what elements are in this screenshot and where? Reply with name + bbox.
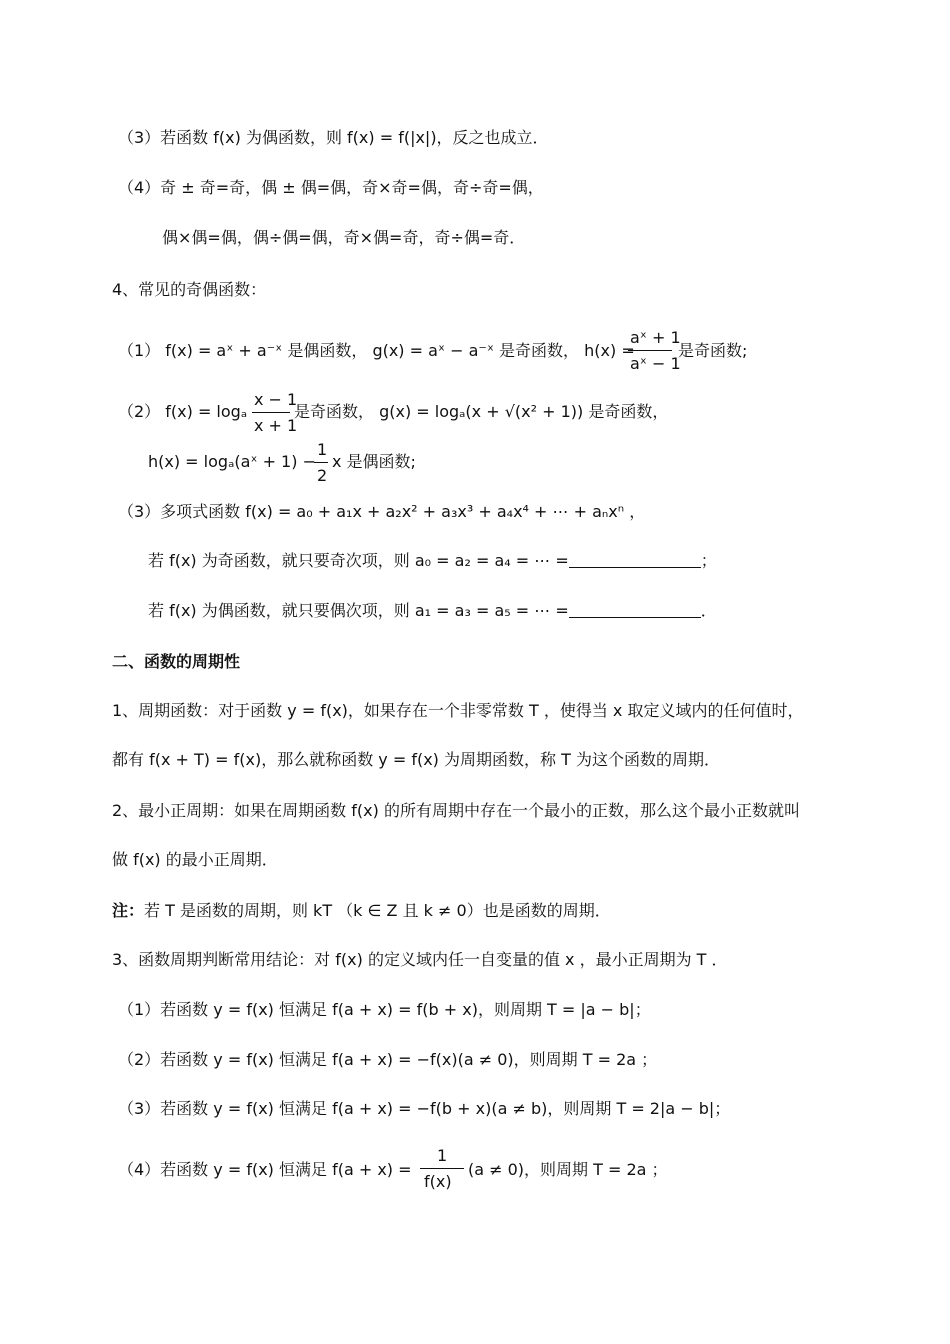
note-line <box>112 899 611 923</box>
answer-blank <box>569 599 701 618</box>
periodic-function-definition-cont: 都有 f(x + T) = f(x)，那么就称函数 y = f(x) 为周期函数，称 T 为这个函数的周期． <box>112 750 720 769</box>
period-conclusions-intro: 3、函数周期判断常用结论：对 f(x) 的定义域内任一自变量的值 x ，最小正周期为 T ． <box>112 950 728 969</box>
item-4-parity-rules-cont: 偶×偶=偶，偶÷偶=偶，奇×偶=奇，奇÷偶=奇． <box>162 228 526 247</box>
polynomial-even-text: 若 f(x) 为偶函数，就只要偶次项，则 a₁ = a₃ = a₅ = ⋯ = <box>148 601 569 620</box>
common-func-1-lead: （1） f(x) = aˣ + a⁻ˣ 是偶函数， g(x) = aˣ − a⁻ˣ 是奇函数， h(x) = <box>118 341 635 360</box>
period-rule-4-lead: （4）若函数 y = f(x) 恒满足 f(a + x) = <box>118 1160 412 1179</box>
minimal-period-definition-cont: 做 f(x) 的最小正周期． <box>112 850 278 869</box>
period-rule-1: （1）若函数 y = f(x) 恒满足 f(a + x) = f(b + x)，则周期 T = |a − b|； <box>118 1000 651 1019</box>
polynomial-odd-end: ； <box>700 551 717 570</box>
item-4-parity-rules: （4）奇 ± 奇=奇，偶 ± 偶=偶，奇×奇=偶，奇÷奇=偶， <box>118 178 544 197</box>
note-label: 注： <box>112 901 145 920</box>
fraction-reciprocal-numerator: 1 <box>437 1146 448 1165</box>
fraction-reciprocal-denominator: f(x) <box>424 1172 452 1191</box>
fraction-bar <box>420 1168 464 1169</box>
minimal-period-definition: 2、最小正周期：如果在周期函数 f(x) 的所有周期中存在一个最小的正数，那么这个最小正数就叫 <box>112 801 800 820</box>
fraction-bar <box>252 412 290 413</box>
polynomial-odd-text: 若 f(x) 为奇函数，就只要奇次项，则 a₀ = a₂ = a₄ = ⋯ = <box>148 551 569 570</box>
fraction-bar <box>628 350 672 351</box>
answer-blank <box>569 549 701 568</box>
fraction-log-numerator: x − 1 <box>254 390 298 409</box>
periodic-function-definition: 1、周期函数：对于函数 y = f(x)，如果存在一个非零常数 T ，使得当 x 取定义域内的任何值时， <box>112 701 804 720</box>
fraction-log-denominator: x + 1 <box>254 416 298 435</box>
common-func-1-tail: 是奇函数; <box>678 341 748 360</box>
common-func-2-h-tail: x 是偶函数; <box>332 452 416 471</box>
section-heading-periodicity: 二、函数的周期性 <box>112 652 241 671</box>
fraction-h-denominator: aˣ − 1 <box>630 354 681 373</box>
period-rule-4-tail: (a ≠ 0)，则周期 T = 2a ； <box>468 1160 668 1179</box>
note-text: 若 T 是函数的周期，则 kT （k ∈ Z 且 k ≠ 0）也是函数的周期． <box>144 901 611 920</box>
section-4-common-functions: 4、常见的奇偶函数： <box>112 280 267 299</box>
polynomial-even-case <box>148 599 717 623</box>
polynomial-odd-case <box>148 549 717 573</box>
period-rule-3: （3）若函数 y = f(x) 恒满足 f(a + x) = −f(b + x)(a ≠ b)，则周期 T = 2|a − b|； <box>118 1099 731 1118</box>
common-func-2-h-lead: h(x) = logₐ(aˣ + 1) − <box>148 452 316 471</box>
common-func-3-polynomial: （3）多项式函数 f(x) = a₀ + a₁x + a₂x² + a₃x³ + a₄x⁴ + ⋯ + aₙxⁿ ， <box>118 502 646 521</box>
fraction-h-numerator: aˣ + 1 <box>630 328 681 347</box>
fraction-half-denominator: 2 <box>317 466 328 485</box>
polynomial-even-end: ． <box>700 601 717 620</box>
fraction-half-numerator: 1 <box>317 440 328 459</box>
period-rule-2: （2）若函数 y = f(x) 恒满足 f(a + x) = −f(x)(a ≠ 0)，则周期 T = 2a ； <box>118 1050 658 1069</box>
item-3-even-abs: （3）若函数 f(x) 为偶函数，则 f(x) = f(|x|)，反之也成立． <box>118 128 549 147</box>
fraction-bar <box>314 462 328 463</box>
common-func-2-tail: 是奇函数， g(x) = logₐ(x + √(x² + 1)) 是奇函数， <box>294 402 669 421</box>
common-func-2-lead: （2） f(x) = logₐ <box>118 402 248 421</box>
